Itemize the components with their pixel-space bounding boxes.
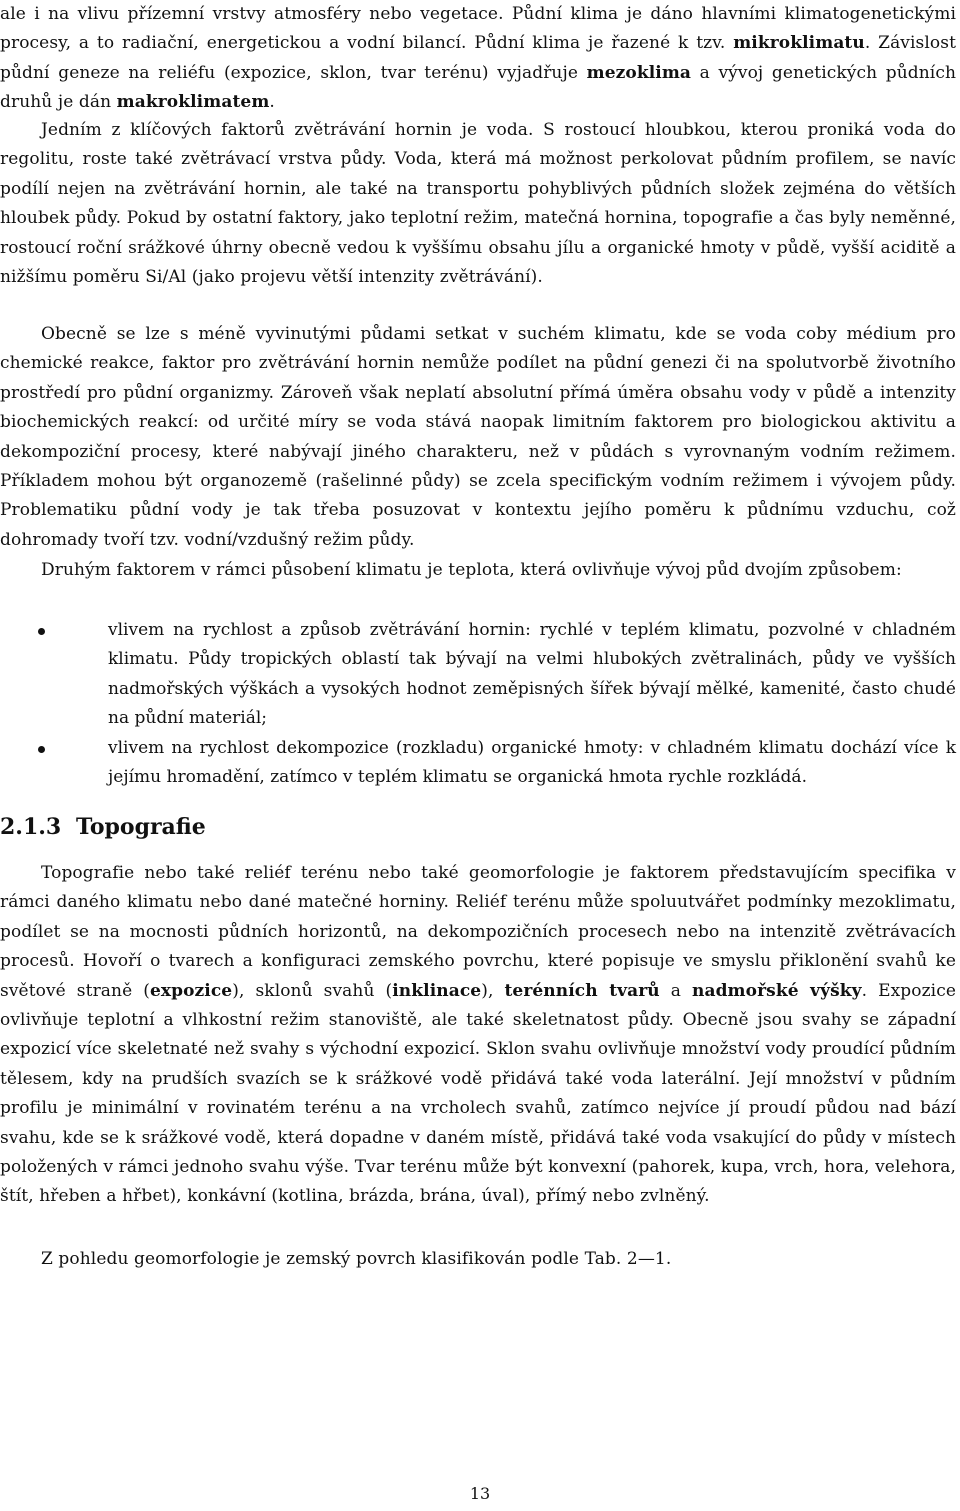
bold-term-mezoklima: mezoklima [586, 62, 692, 83]
paragraph-topography [0, 859, 956, 1212]
paragraph-soil-climate [0, 0, 956, 118]
bold-term-expozice: expozice [149, 980, 233, 1001]
page-number: 13 [469, 1484, 491, 1503]
text-run: a vývoj genetických půdních druhů je dán [0, 62, 956, 113]
text-run: . [269, 92, 275, 113]
section-title: Topografie [76, 814, 206, 840]
bold-term-mikroklima: mikroklimatu [733, 33, 865, 54]
section-number: 2.1.3 [0, 814, 62, 840]
paragraph-water-weathering: Jedním z klíčových faktorů zvětrávání hornin je voda. S rostoucí hloubkou, kterou proniká voda do regolitu, roste také zvětrávací vrstva půdy. Voda, která má možnost perkolovat půdním profilem, se navíc podílí nejen na zvětrávání hornin, ale také na transportu pohyblivých půdních složek zejména do větších hloubek půdy. Pokud by ostatní faktory, jako teplotní režim, matečná hornina, topografie a čas byly neměnné, rostoucí roční srážkové úhrny obecně vedou k vyššímu obsahu jílu a organické hmoty v půdě, vyšší aciditě a nižšímu poměru Si/Al (jako projevu větší intenzity zvětrávání). [0, 120, 956, 288]
bold-term-makroklima: makroklimatem [116, 92, 270, 113]
text-run: . Závislost půdní geneze na reliéfu (expozice, sklon, tvar terénu) vyjadřuje [0, 33, 956, 83]
bullet-icon [38, 628, 45, 635]
text-run: a [659, 980, 692, 1001]
list-item [0, 734, 956, 793]
list-item [0, 616, 956, 734]
text-run: ), [481, 980, 505, 1001]
section-heading [0, 814, 206, 840]
text-run: . Expozice ovlivňuje teplotní a vlhkostní režim stanoviště, ale také skeletnatost půdy. Obecně jsou svahy se západní expozicí více skeletnaté než svahy s východní expozicí. Sklon svahu ovlivňuje množství vody proudící půdním tělesem, kdy na prudších svazích se k srážkové vodě přidává také voda laterální. Její množství v půdním profilu je minimální v rovinatém terénu a na vrcholech svahů, zatímco nejvíce jí proudí půdou nad bází svahu, kde se k srážkové vodě, která dopadne v daném místě, přidává také voda vsakující do půdy v místech položených v rámci jednoho svahu výše. Tvar terénu může být konvexní (pahorek, kupa, vrch, hora, velehora, štít, hřeben a hřbet), konkávní (kotlina, brázda, brána, úval), přímý nebo zvlněný. [0, 980, 956, 1207]
text-run: ), sklonů svahů ( [232, 980, 393, 1001]
bold-term-terenni-tvary: terénních tvarů [504, 980, 660, 1001]
bullet-list [0, 616, 956, 792]
list-item-text: vlivem na rychlost a způsob zvětrávání hornin: rychlé v teplém klimatu, pozvolné v chladném klimatu. Půdy tropických oblastí tak bývají na velmi hlubokých zvětralinách, půdy ve vyšších nadmořských výškách a vysokých hodnot zeměpisných šířek bývají mělké, kamenité, často chudé na půdní materiál; [108, 620, 956, 729]
bold-term-nadmorska-vyska: nadmořské výšky [692, 980, 862, 1001]
bold-term-inklinace: inklinace [392, 980, 482, 1001]
text-run: ale i na vlivu přízemní vrstvy atmosféry nebo vegetace. Půdní klima je dáno hlavními klimatogenetickými procesy, a to radiační, energetickou a vodní bilancí. Půdní klima je řazené k tzv. [0, 4, 956, 54]
list-item-text: vlivem na rychlost dekompozice (rozkladu) organické hmoty: v chladném klimatu dochází více k jejímu hromadění, zatímco v teplém klimatu se organická hmota rychle rozkládá. [108, 737, 956, 788]
paragraph-geomorphology-ref: Z pohledu geomorfologie je zemský povrch klasifikován podle Tab. 2—1. [41, 1249, 672, 1269]
text-run: Topografie nebo také reliéf terénu nebo také geomorfologie je faktorem představujícím specifika v rámci daného klimatu nebo dané matečné horniny. Reliéf terénu může spoluutvářet podmínky mezoklimatu, podílet se na mocnosti půdních horizontů, na dekompozičních procesech nebo na intenzitě zvětrávacích procesů. Hovoří o tvarech a konfiguraci zemského povrchu, které popisuje ve smyslu přiklonění svahů ke světové straně ( [0, 863, 956, 1001]
paragraph-temperature: Druhým faktorem v rámci působení klimatu je teplota, která ovlivňuje vývoj půd dvojím způsobem: [41, 560, 902, 580]
paragraph-dry-climate: Obecně se lze s méně vyvinutými půdami setkat v suchém klimatu, kde se voda coby médium pro chemické reakce, faktor pro zvětrávání hornin nemůže podílet na půdní genezi či na spolutvorbě životního prostředí pro půdní organizmy. Zároveň však neplatí absolutní přímá úměra obsahu vody v půdě a intenzity biochemických reakcí: od určité míry se voda stává naopak limitním faktorem pro biologickou aktivitu a dekompoziční procesy, které nabývají jiného charakteru, než v půdách s vyrovnaným vodním režimem. Příkladem mohou být organozemě (rašelinné půdy) se zcela specifickým vodním režimem i vývojem půdy. Problematiku půdní vody je tak třeba posuzovat v kontextu jejího poměru k půdnímu vzduchu, což dohromady tvoří tzv. vodní/vzdušný režim půdy. [0, 324, 956, 550]
bullet-icon [38, 746, 45, 753]
